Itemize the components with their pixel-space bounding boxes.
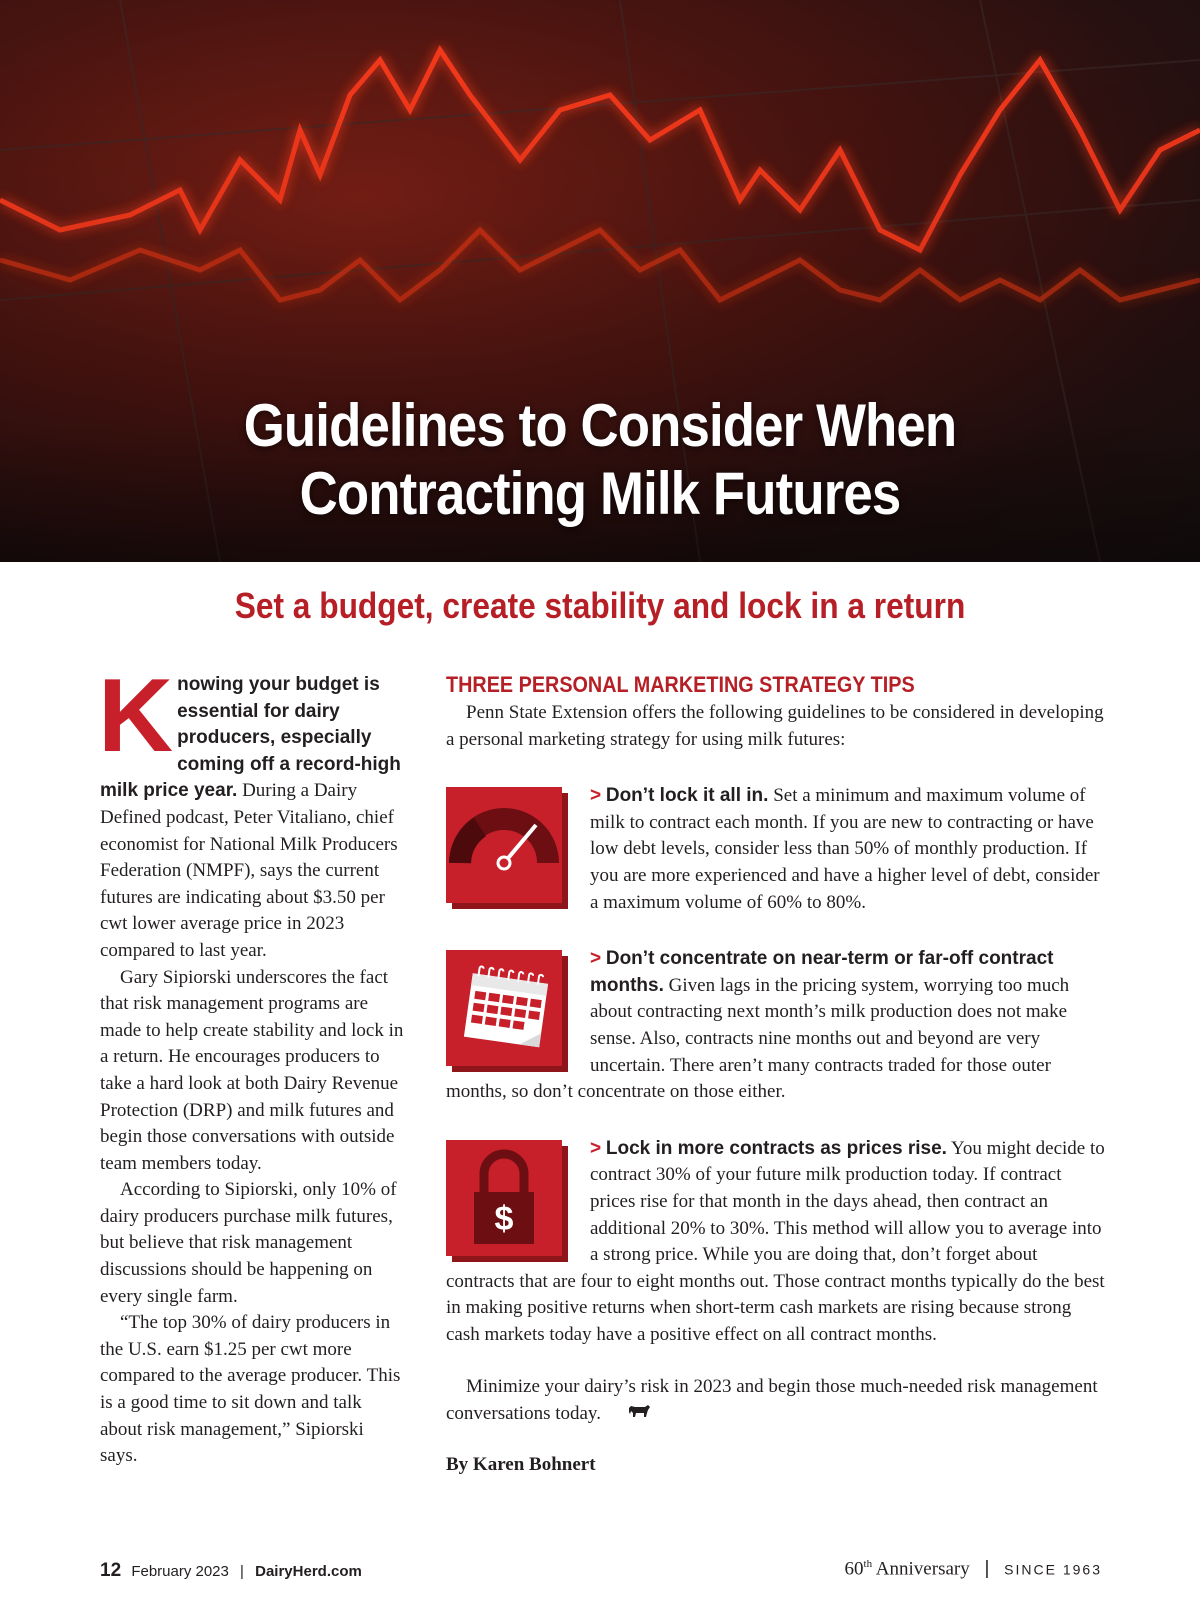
lead-paragraph [98, 658, 405, 965]
website-link[interactable]: DairyHerd.com [255, 1563, 362, 1580]
padlock-dollar-icon [446, 1140, 568, 1262]
cow-icon [607, 1401, 651, 1428]
paragraph-4: “The top 30% of dairy producers in the U.S. earn $1.25 per cwt more compared to the average producer. This is a good time to sit down and talk about risk management,” Sipiorski says. [100, 1312, 401, 1467]
footer-right [845, 1558, 1102, 1580]
drop-cap: K [98, 658, 174, 774]
tip-heading: Lock in more contracts as prices rise. [605, 1137, 947, 1159]
title-line-2: Contracting Milk Futures [299, 460, 901, 527]
closing-paragraph [446, 1374, 1106, 1428]
tip-body: Set a minimum and maximum volume of milk to contract each month. If you are new to contracting or have low debt levels, consider less than 50% of monthly production. If you are more experienced and have a higher level of debt, consider a maximum volume of 60% to 80%. [590, 785, 1100, 913]
title-line-1: Guidelines to Consider When [243, 392, 957, 459]
page-title [72, 392, 1128, 528]
intro-paragraph: Penn State Extension offers the following guidelines to be considered in developing a personal marketing strategy for using milk futures: [446, 702, 1104, 750]
lead-text: During a Dairy Defined podcast, Peter Vitaliano, chief economist for National Milk Producers Federation (NMPF), says the current futures are indicating about $3.50 per cwt lower average price in 2023 compared to last year. [100, 780, 398, 961]
tip-item [446, 946, 1106, 1106]
tip-body: Given lags in the pricing system, worrying too much about contracting next month’s milk production does not make sense. Also, contracts nine months out and beyond are very uncertain. There aren’t many contracts traded for those outer months, so don’t concentrate on those either. [446, 974, 1070, 1103]
paragraph-3: According to Sipiorski, only 10% of dairy producers purchase milk futures, but believe that risk management discussions should be happening on every single farm. [100, 1179, 397, 1307]
anniversary-label: Anniversary [872, 1558, 970, 1580]
since-label: SINCE 1963 [1004, 1561, 1102, 1578]
footer-separator: | [984, 1558, 990, 1580]
lead-bold-text: nowing your budget is essential for dairy producers, especially coming off a record-high milk price year. [100, 674, 401, 802]
tip-marker: > [590, 948, 602, 970]
tip-heading: Don’t concentrate on near-term or far-off contract months. [590, 948, 1054, 996]
right-column [446, 672, 1106, 1479]
footer-left [100, 1560, 362, 1582]
tip-item [446, 1136, 1106, 1349]
anniversary-suffix: th [863, 1558, 873, 1570]
closing-text: Minimize your dairy’s risk in 2023 and begin those much-needed risk management conversations today. [446, 1376, 1098, 1425]
left-column [98, 658, 405, 1470]
tip-item [446, 783, 1106, 916]
article-subtitle: Set a budget, create stability and lock in a return [234, 585, 966, 626]
hero-banner [0, 0, 1200, 562]
issue-date: February 2023 [131, 1563, 229, 1580]
tip-marker: > [590, 785, 602, 807]
footer-separator: | [240, 1563, 244, 1580]
section-heading: THREE PERSONAL MARKETING STRATEGY TIPS [446, 672, 915, 697]
svg-text:$: $ [494, 1199, 514, 1238]
paragraph-2: Gary Sipiorski underscores the fact that risk management programs are made to help create stability and lock in a return. He encourages producers to take a hard look at both Dairy Revenue Protection (DRP) and milk futures and begin those conversations with outside team members today. [100, 966, 404, 1174]
page-number: 12 [100, 1560, 122, 1581]
calendar-icon [446, 950, 568, 1072]
tip-heading: Don’t lock it all in. [605, 785, 769, 807]
tip-body: You might decide to contract 30% of your future milk production today. If contract prices rise for that month in the days ahead, then contract an additional 20% to 30%. This method will allow you to average into a strong price. While you are doing that, don’t forget about contracts that are four to eight months out. Those contract months typically do the best in making positive returns when short-term cash markets are rising because strong cash markets today have a positive effect on all contract months. [446, 1137, 1105, 1345]
anniversary-number: 60 [844, 1558, 864, 1580]
byline: By Karen Bohnert [446, 1454, 596, 1475]
gauge-icon [446, 787, 568, 909]
tip-marker: > [590, 1137, 602, 1159]
